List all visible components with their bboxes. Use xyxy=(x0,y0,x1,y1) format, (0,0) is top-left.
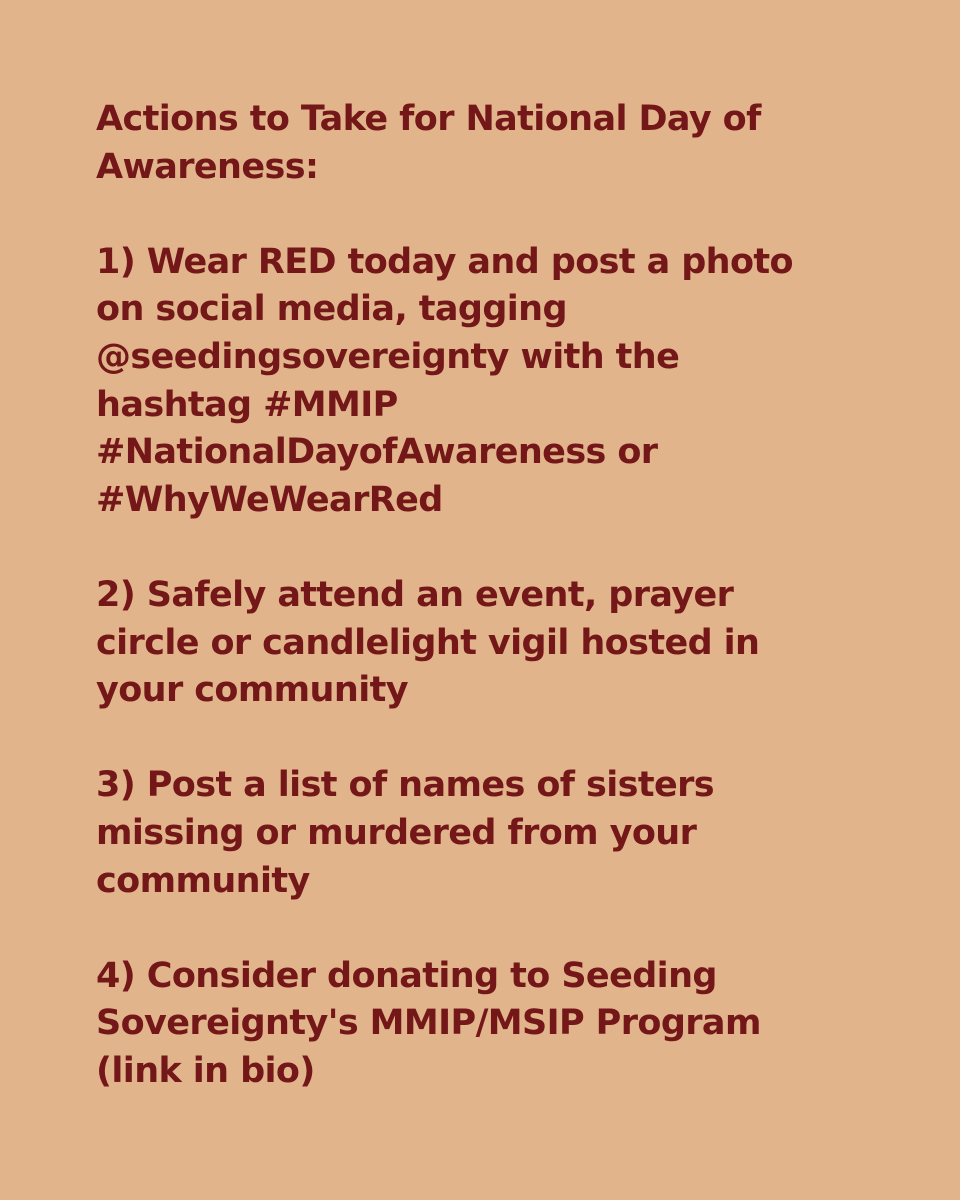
post-heading xyxy=(96,96,876,191)
action-item-4 xyxy=(96,953,876,1096)
paragraph-spacer xyxy=(96,191,876,239)
action-item-1-line-6: #WhyWeWearRed xyxy=(96,479,443,520)
action-item-4-line-1: 4) Consider donating to Seeding xyxy=(96,955,717,996)
action-item-2-line-2: circle or candlelight vigil hosted in xyxy=(96,622,760,663)
paragraph-spacer xyxy=(96,905,876,953)
action-item-2 xyxy=(96,572,876,715)
heading-line-1: Actions to Take for National Day of xyxy=(96,99,761,139)
heading-line-2: Awareness: xyxy=(96,146,319,187)
action-item-1-line-5: #NationalDayofAwareness or xyxy=(96,432,658,473)
action-item-4-line-2: Sovereignty's MMIP/MSIP Program xyxy=(96,1003,761,1044)
post-text-content xyxy=(96,96,876,1095)
action-item-2-line-3: your community xyxy=(96,670,408,711)
action-item-2-line-1: 2) Safely attend an event, prayer xyxy=(96,574,734,615)
action-item-1 xyxy=(96,239,876,525)
action-item-1-line-3: @seedingsovereignty with the xyxy=(96,336,680,377)
action-item-4-line-3: (link in bio) xyxy=(96,1050,315,1091)
action-item-3 xyxy=(96,762,876,905)
action-item-1-line-4: hashtag #MMIP xyxy=(96,384,398,425)
action-item-1-line-1: 1) Wear RED today and post a photo xyxy=(96,241,793,282)
action-item-3-line-3: community xyxy=(96,860,310,901)
action-item-1-line-2: on social media, tagging xyxy=(96,289,567,330)
action-item-3-line-2: missing or murdered from your xyxy=(96,812,697,853)
paragraph-spacer xyxy=(96,715,876,763)
action-item-3-line-1: 3) Post a list of names of sisters xyxy=(96,765,715,806)
paragraph-spacer xyxy=(96,524,876,572)
